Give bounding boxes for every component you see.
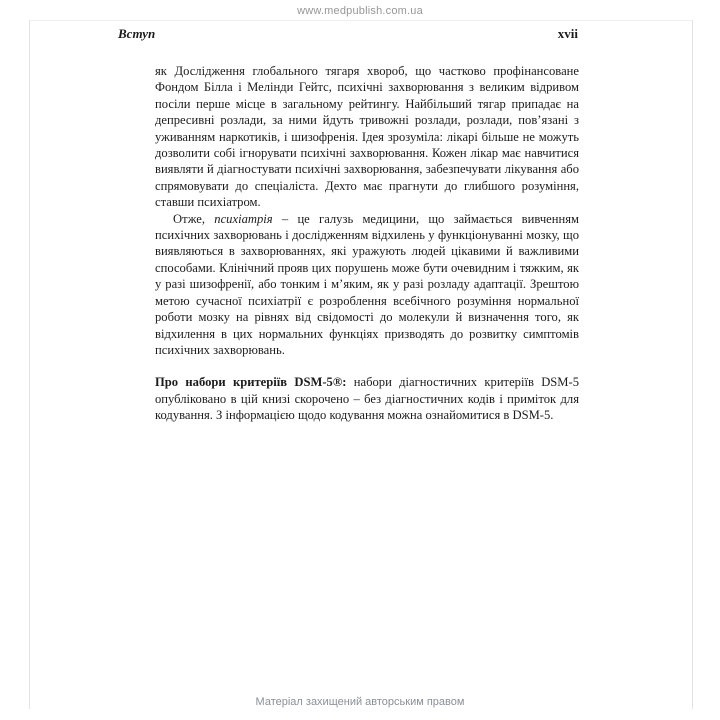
- page-number: xvii: [557, 26, 578, 41]
- dsm5-note-lead: Про набори критеріїв DSM-5®:: [155, 375, 347, 390]
- paragraph-continuation: як Дослідження глобального тягаря хвороб, що частково профінансоване Фондом Білла і Мелінди Гейтс, психічні захворювання з великим відривом посіли перше місце в загальному рейтингу. Найбільший тягар припадає на депресивні розлади, за ними йдуть тривожні розлади, розлади, пов’язані з уживанням наркотиків, і шизофренія. Ідея зрозуміла: лікарі більше не можуть дозволити собі ігнорувати психічні захворювання. Кожен лікар має навчитися виявляти й діагностувати психічні захворювання, забезпечувати лікування або спрямовувати до спеціаліста. Дехто має прагнути до глибшого розуміння, ставши психіатром.: [155, 64, 579, 210]
- paragraph-dsm5-note: [155, 374, 579, 423]
- site-watermark: www.medpublish.com.ua: [297, 5, 423, 17]
- page-header: [118, 26, 578, 42]
- paragraph-definition-intro: Отже,: [173, 211, 215, 226]
- paragraph-definition-rest: – це галузь медицини, що займається вивченням психічних захворювань і дослідженням відхилень у функціонуванні мозку, що виявляються в захворюваннях, які уражують людей цікавими й важливими способами. Клінічний прояв цих порушень може бути очевидним і тяжким, як у разі шизофренії, або тонким і м’яким, як у разі розладу адаптації. Зрештою метою сучасної психіатрії є розроблення всебічного розуміння нормальної роботи мозку на рівнях від свідомості до молекули й визначення того, як відхилення в цих нормальних функціях призводять до розвитку симптомів психічних захворювань.: [155, 211, 579, 357]
- paragraph-definition: [155, 211, 579, 359]
- copyright-notice: Матеріал захищений авторським правом: [255, 696, 465, 708]
- chapter-title: Вступ: [118, 26, 156, 41]
- body-text-block: [155, 63, 579, 424]
- dsm5-note-rest: набори діагностичних критеріїв DSM-5 опубліковано в цій книзі скорочено – без діагностичних кодів і приміток для кодування. З інформацією щодо кодування можна ознайомитися в DSM-5.: [155, 375, 579, 423]
- term-psychiatry: психіатрія: [214, 211, 273, 226]
